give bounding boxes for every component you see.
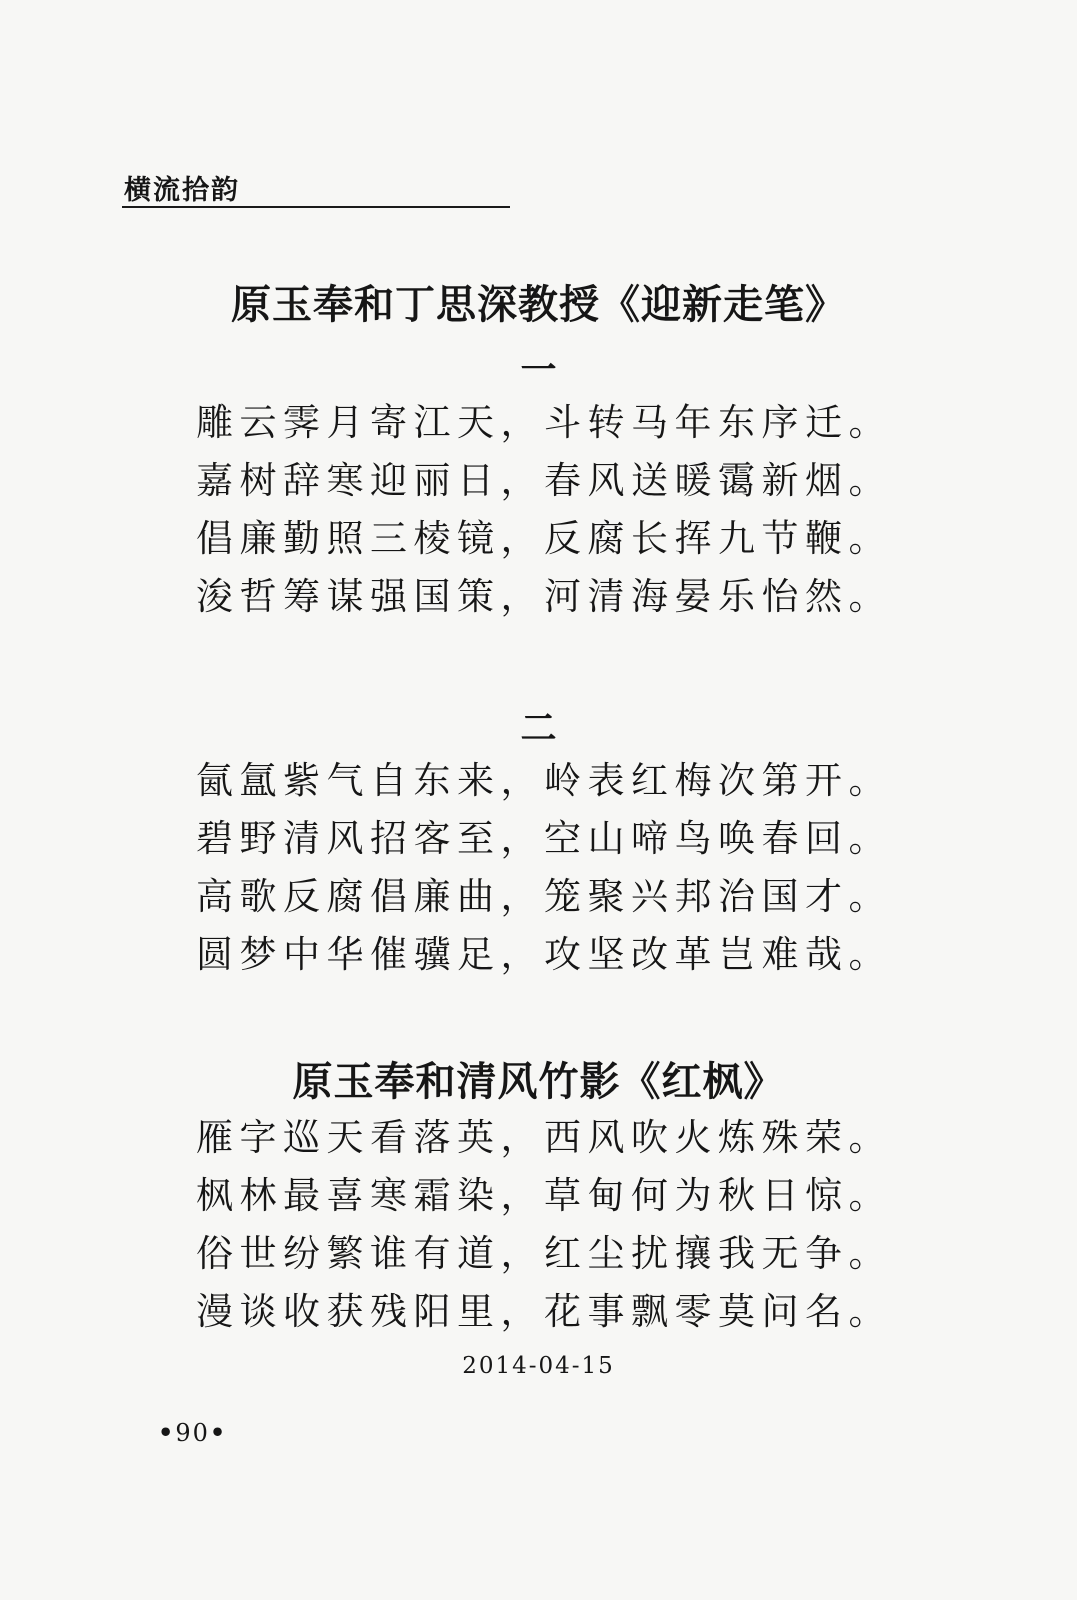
poem-line: 倡廉勤照三棱镜，反腐长挥九节鞭。: [196, 517, 892, 560]
poem-title: 原玉奉和清风竹影《红枫》: [292, 1058, 785, 1105]
section-number: 二: [520, 707, 557, 749]
poem-date: 2014-04-15: [462, 1353, 615, 1379]
section-number: 一: [520, 349, 557, 391]
poem-line: 雁字巡天看落英，西风吹火炼殊荣。: [196, 1116, 892, 1159]
poem-line: 雕云霁月寄江天，斗转马年东序迁。: [196, 401, 892, 444]
poem-line: 嘉树辞寒迎丽日，春风送暖霭新烟。: [196, 459, 892, 502]
poem-stanza: [196, 394, 892, 626]
poem-line: 碧野清风招客至，空山啼鸟唤春回。: [196, 817, 892, 860]
poem-line: 氤氲紫气自东来，岭表红梅次第开。: [196, 759, 892, 802]
poem-line: 高歌反腐倡廉曲，笼聚兴邦治国才。: [196, 875, 892, 918]
page-number: •90•: [158, 1418, 228, 1447]
poem-title: 原玉奉和丁思深教授《迎新走笔》: [231, 281, 846, 328]
poem-line: 枫林最喜寒霜染，草甸何为秋日惊。: [196, 1174, 892, 1217]
running-head: 横流拾韵: [124, 175, 240, 206]
poem-line: 浚哲筹谋强国策，河清海晏乐怡然。: [196, 575, 892, 618]
poem-stanza: [196, 1109, 892, 1341]
poem-line: 圆梦中华催骥足，攻坚改革岂难哉。: [196, 933, 892, 976]
page-number-value: 90: [175, 1419, 210, 1447]
header-rule: [122, 206, 510, 208]
poem-line: 俗世纷繁谁有道，红尘扰攘我无争。: [196, 1232, 892, 1275]
poem-line: 漫谈收获残阳里，花事飘零莫问名。: [196, 1290, 892, 1333]
poem-stanza: [196, 752, 892, 984]
